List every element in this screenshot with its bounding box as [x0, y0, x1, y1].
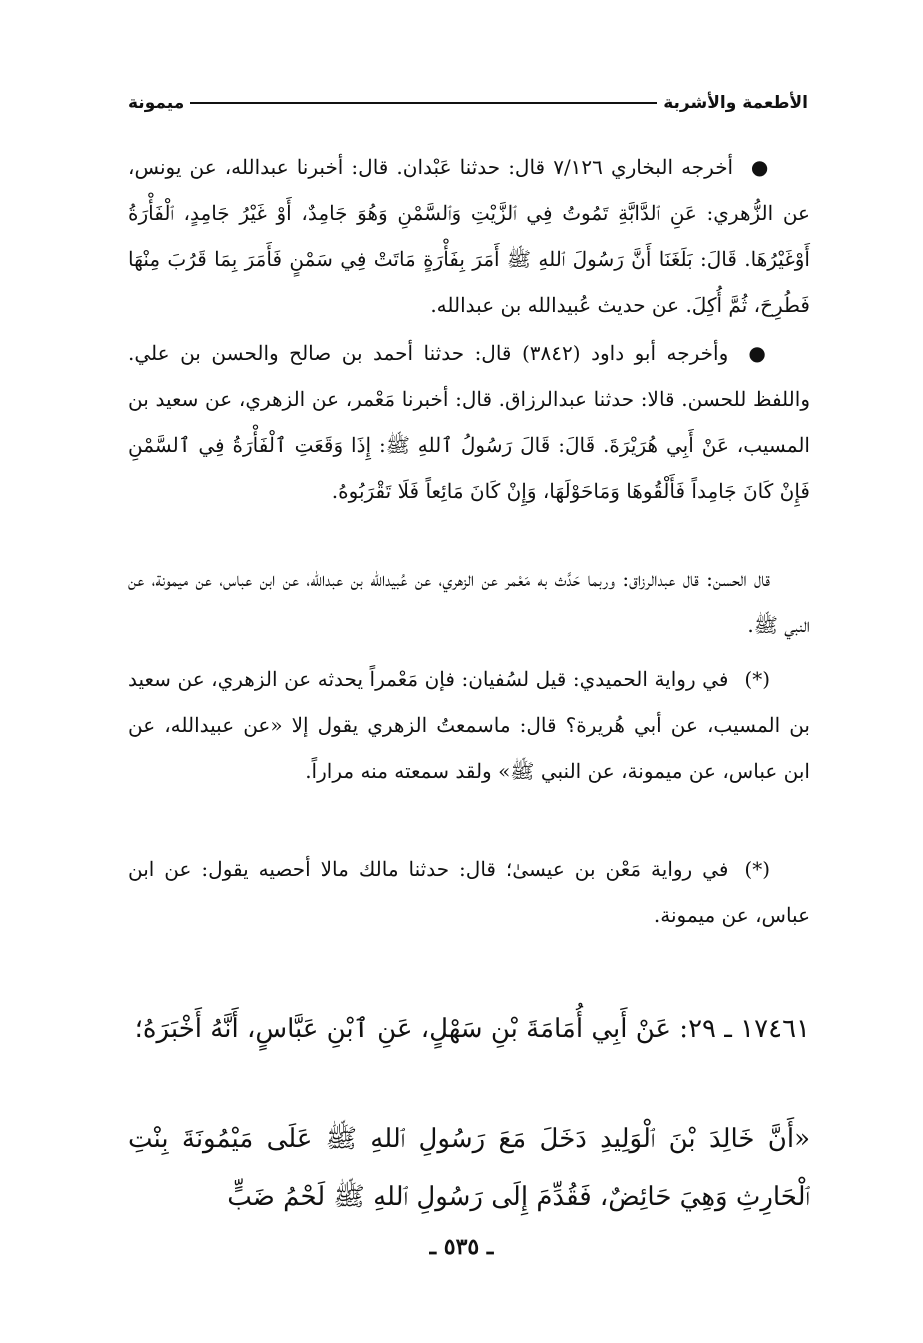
footnote-humaidi [128, 656, 810, 794]
footnote-text: في رواية مَعْن بن عيسىٰ؛ قال: حدثنا مالك مالا أحصيه يقول: عن ابن عباس، عن ميمونة. [128, 857, 810, 927]
footnote-bukhari [128, 144, 810, 328]
hadith-body [128, 1110, 810, 1226]
footnote-text: في رواية الحميدي: قيل لسُفيان: فإن مَعْمراً يحدثه عن الزهري، عن سعيد بن المسيب، عن أبي هُريرة؟ قال: ماسمعتُ الزهري يقول إلا «عن عبيدالله، عن ابن عباس، عن ميمونة، عن النبي ﷺ» ولقد سمعته منه مراراً. [128, 667, 810, 783]
footnote-text: أخرجه البخاري ٧/١٢٦ قال: حدثنا عَبْدان. قال: أخبرنا عبدالله، عن يونس، عن الزُّهري: عَنِ ٱلدَّابَّةِ تَمُوتُ فِي ٱلزَّيْتِ وَٱلسَّمْنِ وَهُوَ جَامِدٌ، أَوْ غَيْرُ جَامِدٍ، ٱلْفَأْرَةُ أَوْغَيْرُهَا. قَالَ: بَلَغَنَا أَنَّ رَسُولَ ٱللهِ ﷺ أَمَرَ بِفَأْرَةٍ مَاتَتْ فِي سَمْنٍ فَأَمَرَ بِمَا قَرُبَ مِنْهَا فَطُرِحَ، ثُمَّ أُكِلَ. عن حديث عُبيدالله بن عبدالله. [128, 155, 810, 317]
chapter-title: الأطعمة والأشربة [663, 93, 808, 113]
page-number: ـ ٥٣٥ ـ [429, 1234, 494, 1260]
bullet-icon: ● [744, 341, 771, 365]
header-rule [190, 102, 657, 104]
bullet-icon: ● [749, 155, 770, 179]
footnote-text: وأخرجه أبو داود (٣٨٤٢) قال: حدثنا أحمد بن صالح والحسن بن علي. واللفظ للحسن. قالا: حدثنا عبدالرزاق. قال: أخبرنا مَعْمر، عن الزهري، عن سعيد بن المسيب، عَنْ أَبِي هُرَيْرَةَ. قَالَ: قَالَ رَسُولُ ٱللهِ ﷺ: إِذَا وَقَعَتِ ٱلْفَأْرَةُ فِي ٱلسَّمْنِ فَإِنْ كَانَ جَامِداً فَأَلْقُوهَا وَمَاحَوْلَهَا، وَإِنْ كَانَ مَائِعاً فَلَا تَقْرَبُوهُ. [128, 341, 810, 503]
riwaya-marker: (*) [744, 857, 770, 881]
footnote-hasan [128, 556, 810, 648]
footnote-abu-dawud [128, 330, 810, 514]
running-header [128, 88, 808, 118]
hadith-isnad: ١٧٤٦١ ـ ٢٩: عَنْ أَبِي أُمَامَةَ بْنِ سَهْلٍ، عَنِ ٱبْنِ عَبَّاسٍ، أَنَّهُ أَخْبَرَهُ؛ [134, 1014, 810, 1044]
riwaya-marker: (*) [744, 667, 770, 691]
hadith-matn: «أَنَّ خَالِدَ بْنَ ٱلْوَلِيدِ دَخَلَ مَعَ رَسُولِ ٱللهِ ﷺ عَلَى مَيْمُونَةَ بِنْتِ ٱلْحَارِثِ وَهِيَ حَائِضٌ، فَقُدِّمَ إِلَى رَسُولِ ٱللهِ ﷺ لَحْمُ ضَبٍّ [128, 1124, 810, 1212]
footnote-text: قال الحسن: قال عبدالرزاق: وربما حَدَّث به مَعْمر عن الزهري، عن عُبيدالله بن عبدالله، عن ابن عباس، عن ميمونة، عن النبي ﷺ. [128, 567, 810, 637]
footnote-maan [128, 846, 810, 938]
section-title: ميمونة [128, 93, 185, 113]
hadith-heading [128, 1000, 810, 1058]
